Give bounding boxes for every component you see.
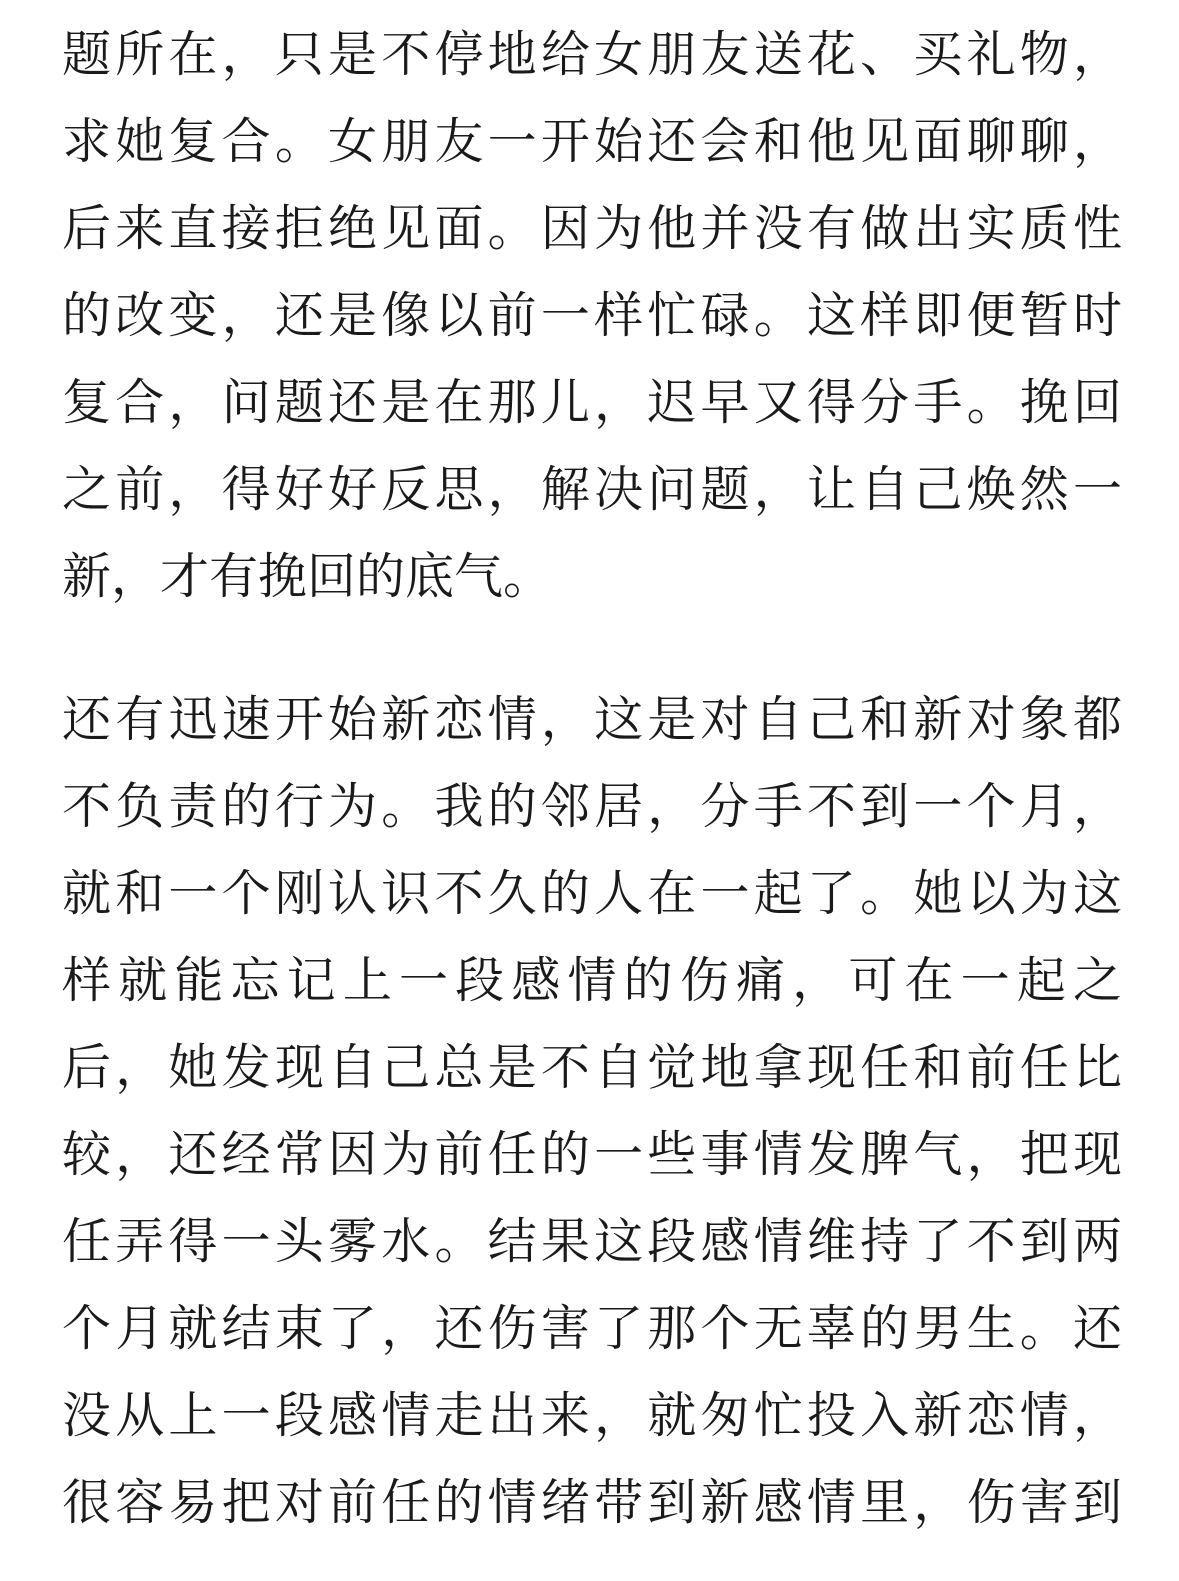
text-line: 很容易把对前任的情绪带到新感情里，伤害到 (62, 1474, 1122, 1531)
text-line: 任弄得一头雾水。结果这段感情维持了不到两 (62, 1213, 1122, 1270)
text-line: 个月就结束了，还伤害了那个无辜的男生。还 (62, 1300, 1122, 1357)
text-line: 题所在，只是不停地给女朋友送花、买礼物， (62, 26, 1122, 83)
text-line: 样就能忘记上一段感情的伤痛，可在一起之 (62, 952, 1122, 1009)
text-line: 新，才有挽回的底气。 (62, 548, 553, 605)
text-line: 还有迅速开始新恋情，这是对自己和新对象都 (62, 691, 1122, 748)
text-line: 后来直接拒绝见面。因为他并没有做出实质性 (62, 200, 1122, 257)
text-line: 复合，问题还是在那儿，迟早又得分手。挽回 (62, 374, 1122, 431)
text-line: 后，她发现自己总是不自觉地拿现任和前任比 (62, 1039, 1122, 1096)
text-line: 就和一个刚认识不久的人在一起了。她以为这 (62, 865, 1122, 922)
text-line: 的改变，还是像以前一样忙碌。这样即便暂时 (62, 287, 1122, 344)
text-line: 没从上一段感情走出来，就匆忙投入新恋情， (62, 1387, 1122, 1444)
text-line: 之前，得好好反思，解决问题，让自己焕然一 (62, 461, 1122, 518)
text-line: 较，还经常因为前任的一些事情发脾气，把现 (62, 1126, 1122, 1183)
text-line: 不负责的行为。我的邻居，分手不到一个月， (62, 778, 1122, 835)
text-line: 求她复合。女朋友一开始还会和他见面聊聊， (62, 113, 1122, 170)
